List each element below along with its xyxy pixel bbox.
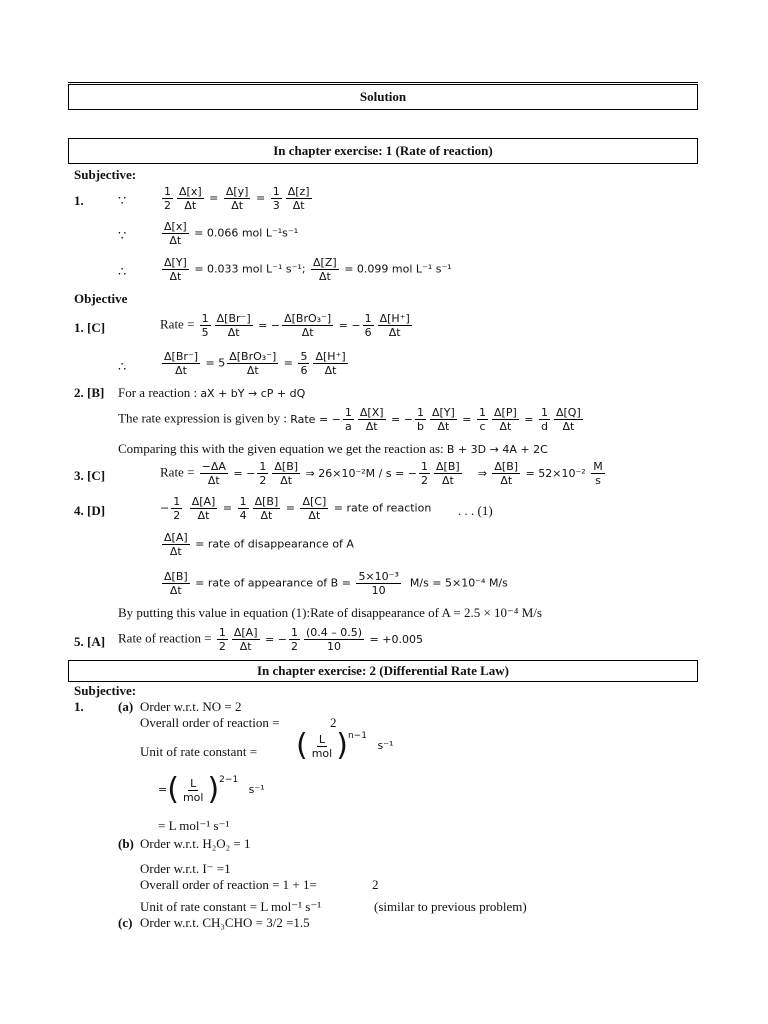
frac-num: 1 <box>479 406 487 419</box>
frac-den: 3 <box>272 199 280 212</box>
subjective-label: Subjective: <box>74 167 137 182</box>
frac-num: Δ[H⁺] <box>315 350 346 363</box>
equation-tag: . . . (1) <box>458 503 493 518</box>
frac-den: Δt <box>388 326 401 339</box>
o3-equation: Rate = $\frac{-\Delta A}{\Delta t}$ = − $\frac{1}{2}$ $\frac{\Delta[B]}{\Delta t}$ ⇒ 26×10⁻²M / s = − $\frac{1}{2}$ $\frac{\Delta[B]}{\Delta t}$ ⇒ $\frac{\Delta[B]}{\Delta t}$ = 52×10⁻² $\frac{M}{s}$ <box>160 460 603 487</box>
o3-number: 3. [C] <box>74 468 106 483</box>
unit-final: = L mol⁻¹ s⁻¹ <box>158 818 230 833</box>
frac-num: 1 <box>272 185 280 198</box>
q1-equation-3 <box>160 256 452 283</box>
rate-label: Rate = <box>160 316 195 332</box>
frac-den: 4 <box>239 509 247 522</box>
frac-den: Δt <box>308 509 321 522</box>
appear-text: = rate of appearance of B = <box>195 576 351 590</box>
section2-title: In chapter exercise: 2 (Differential Rate Law) <box>257 663 509 678</box>
frac-num: Δ[H⁺] <box>379 312 410 325</box>
per-second: s⁻¹ <box>248 783 265 796</box>
frac-num: Δ[x] <box>164 220 187 233</box>
frac-num: Δ[z] <box>287 185 310 198</box>
therefore-symbol: ∴ <box>118 264 127 279</box>
frac-num: Δ[B] <box>274 460 299 473</box>
order-h2o2: Order w.r.t. H₂O₂ = 1 <box>140 836 251 851</box>
frac-num: 5 <box>300 350 308 363</box>
frac-num: Δ[A] <box>164 531 188 544</box>
disappear-text: = rate of disappearance of A <box>195 537 354 551</box>
rate-value-z: = 0.099 mol L⁻¹ s⁻¹ <box>344 262 452 276</box>
frac-num: 1 <box>218 626 226 639</box>
frac-den: Δt <box>441 474 454 487</box>
frac-den: Δt <box>365 420 378 433</box>
frac-num: Δ[P] <box>494 406 517 419</box>
frac-den: Δt <box>301 326 314 339</box>
frac-num: Δ[Br⁻] <box>164 350 198 363</box>
o4-number: 4. [D] <box>74 503 106 518</box>
frac-num: 1 <box>540 406 548 419</box>
frac-num: 1 <box>344 406 352 419</box>
part-c-label: (c) <box>118 915 133 930</box>
frac-den: Δt <box>231 199 244 212</box>
reaction-equation: aX + bY → cP + dQ <box>200 387 306 400</box>
frac-den: 2 <box>290 640 298 653</box>
because-symbol: ∵ <box>118 193 127 208</box>
frac-num: Δ[Z] <box>313 256 337 269</box>
frac-num: 1 <box>364 312 372 325</box>
right-paren: ) <box>336 728 348 763</box>
frac-den: Δt <box>260 509 273 522</box>
frac-den: Δt <box>197 509 210 522</box>
frac-num: M <box>593 460 603 473</box>
frac-den: 6 <box>300 364 308 377</box>
frac-den: Δt <box>227 326 240 339</box>
rate-label: Rate = <box>160 464 195 480</box>
frac-den: a <box>345 420 352 433</box>
unit-expression-1 <box>296 728 394 763</box>
frac-num: L <box>318 732 326 746</box>
frac-num: 1 <box>201 312 209 325</box>
o5-equation: Rate of reaction = $\frac{1}{2}$ $\frac{\Delta[A]}{\Delta t}$ = − $\frac{1}{2}$ $\frac{(0.4 - 0.5)}{10}$ = +0.005 <box>118 626 423 653</box>
frac-num: Δ[Y] <box>164 256 187 269</box>
order-no: Order w.r.t. NO = 2 <box>140 699 242 714</box>
frac-den: 2 <box>164 199 171 212</box>
frac-den: mol <box>182 790 204 804</box>
frac-num: Δ[Q] <box>555 406 581 419</box>
frac-num: Δ[A] <box>233 626 258 639</box>
frac-num: Δ[Y] <box>431 406 455 419</box>
solution-header <box>68 84 698 110</box>
rate-expr-start: Rate = − <box>290 412 341 426</box>
frac-den: Δt <box>239 640 252 653</box>
o3-result: = 52×10⁻² <box>525 466 586 480</box>
frac-num: 1 <box>416 406 424 419</box>
o4-disappearance <box>160 531 354 558</box>
part-b-label: (b) <box>118 836 134 851</box>
frac-num: Δ[y] <box>225 185 249 198</box>
frac-num: 1 <box>164 185 171 198</box>
unit-rate-constant-a <box>140 744 257 760</box>
rate-value-y: = 0.033 mol L⁻¹ s⁻¹; <box>194 262 306 276</box>
o2-text-3: Comparing this with the given equation we get the reaction as: <box>118 441 444 456</box>
left-paren: ( <box>296 728 308 763</box>
overall-order-b-value: 2 <box>372 877 379 892</box>
frac-den: Δt <box>292 199 305 212</box>
frac-num: −ΔA <box>201 460 226 473</box>
top-rule <box>68 82 698 83</box>
frac-den: d <box>540 420 548 433</box>
o2-text: For a reaction : <box>118 385 198 400</box>
rate-value: = 0.066 mol L⁻¹s⁻¹ <box>194 226 299 240</box>
frac-den: 2 <box>173 509 181 522</box>
o1-equation-2: $\frac{\Delta[Br^-]}{\Delta t}$ = 5 Δ[BrO₃⁻] Δt = $\frac{5}{6}$ $\frac{\Delta[H^+]}{\Delta t}$ <box>164 350 346 377</box>
q1-equation-2 <box>160 220 298 247</box>
frac-den: b <box>416 420 424 433</box>
frac-den: Δt <box>246 364 259 377</box>
q1-equation-1: $\frac{1}{2}$ $\frac{\Delta[x]}{\Delta t}$ = $\frac{\Delta[y]}{\Delta t}$ = $\frac{1}{3}$ $\frac{\Delta[z]}{\Delta t}$ <box>164 185 310 212</box>
because-symbol-2: ∵ <box>118 228 127 243</box>
frac-num: 1 <box>239 495 247 508</box>
frac-num: 1 <box>421 460 429 473</box>
o3-mid: ⇒ 26×10⁻²M / s = − <box>305 466 418 480</box>
frac-den: Δt <box>324 364 337 377</box>
similar-note: (similar to previous problem) <box>374 899 527 914</box>
o4-appearance <box>160 570 508 597</box>
frac-den: Δt <box>207 474 220 487</box>
s2-q1-number: 1. <box>74 699 84 714</box>
o1-equation: Rate = $\frac{1}{5}$ $\frac{\Delta[Br^-]}{\Delta t}$ = − Δ[BrO₃⁻] Δt = − $\frac{1}{6}$ $\frac{\Delta[H^+]}{\Delta t}$ <box>160 312 410 339</box>
objective-label: Objective <box>74 291 128 306</box>
frac-den: Δt <box>169 234 182 247</box>
o4-equation: − $\frac{1}{2}$ $\frac{\Delta[A]}{\Delta t}$ = $\frac{1}{4}$ $\frac{\Delta[B]}{\Delta t}$ = $\frac{\Delta[C]}{\Delta t}$ = rate of reaction <box>160 495 432 522</box>
frac-num: 5×10⁻³ <box>358 570 399 583</box>
frac-num: 1 <box>173 495 181 508</box>
frac-num: Δ[BrO₃⁻] <box>229 350 277 363</box>
frac-num: Δ[BrO₃⁻] <box>284 312 332 325</box>
frac-num: Δ[X] <box>359 406 384 419</box>
frac-num: (0.4 – 0.5) <box>305 626 363 639</box>
right-paren: ) <box>207 772 220 807</box>
overall-order-b: Overall order of reaction = 1 + 1= <box>140 877 317 892</box>
frac-den: Δt <box>562 420 575 433</box>
appear-value: M/s = 5×10⁻⁴ M/s <box>409 576 508 590</box>
frac-num: Δ[A] <box>191 495 216 508</box>
o5-text: Rate of reaction = <box>118 630 212 646</box>
frac-num: Δ[C] <box>302 495 327 508</box>
per-second: s⁻¹ <box>377 739 394 752</box>
o5-result: = +0.005 <box>369 632 423 646</box>
implies-arrow: ⇒ <box>477 466 487 480</box>
frac-den: Δt <box>169 545 182 558</box>
o2-number: 2. [B] <box>74 385 105 400</box>
left-paren: ( <box>167 772 179 807</box>
therefore-symbol-2: ∴ <box>118 359 127 374</box>
frac-den: 6 <box>364 326 372 339</box>
page-title: Solution <box>359 89 407 104</box>
o2-text-2: The rate expression is given by : <box>118 410 287 426</box>
frac-den: Δt <box>175 364 187 377</box>
frac-den: Δt <box>500 474 513 487</box>
reaction-equation-2: B + 3D → 4A + 2C <box>446 443 548 456</box>
unit-label: Unit of rate constant = <box>140 744 258 759</box>
o2-line3 <box>118 441 548 457</box>
frac-den: 5 <box>201 326 209 339</box>
frac-den: Δt <box>280 474 293 487</box>
frac-den: 10 <box>326 640 341 653</box>
unit-rate-constant-b: Unit of rate constant = L mol⁻¹ s⁻¹ <box>140 899 322 914</box>
order-ch3cho: Order w.r.t. CH₃CHO = 3/2 =1.5 <box>140 915 310 930</box>
part-a-label: (a) <box>118 699 134 714</box>
frac-den: Δt <box>169 584 182 597</box>
frac-den: Δt <box>437 420 450 433</box>
frac-num: Δ[x] <box>179 185 202 198</box>
section2-header <box>68 660 698 682</box>
q1-number: 1. <box>74 193 84 208</box>
frac-den: c <box>479 420 486 433</box>
rate-text: = rate of reaction <box>333 501 432 515</box>
frac-den: Δt <box>169 270 182 283</box>
o1-number: 1. [C] <box>74 320 106 335</box>
frac-den: s <box>595 474 601 487</box>
frac-num: L <box>190 776 197 790</box>
frac-den: Δt <box>184 199 197 212</box>
o2-line1 <box>118 385 305 401</box>
exponent: n−1 <box>347 731 367 741</box>
subjective-label-2: Subjective: <box>74 683 137 698</box>
frac-num: 1 <box>290 626 298 639</box>
frac-num: Δ[Br⁻] <box>216 312 251 325</box>
order-iodide: Order w.r.t. I⁻ =1 <box>140 861 231 876</box>
frac-num: Δ[B] <box>436 460 460 473</box>
frac-num: Δ[B] <box>494 460 519 473</box>
section1-title: In chapter exercise: 1 (Rate of reaction) <box>273 143 493 158</box>
exponent: 2−1 <box>219 775 239 785</box>
coef: 5 <box>218 356 226 370</box>
frac-den: Δt <box>499 420 512 433</box>
frac-den: 2 <box>259 474 267 487</box>
frac-den: Δt <box>318 270 331 283</box>
frac-den: mol <box>311 746 333 760</box>
frac-num: Δ[B] <box>254 495 279 508</box>
frac-num: 1 <box>259 460 267 473</box>
o2-line2: The rate expression is given by : Rate = − $\frac{1}{a}$ $\frac{\Delta[X]}{\Delta t}$ = − $\frac{1}{b}$ $\frac{\Delta[Y]}{\Delta t}$ = $\frac{1}{c}$ $\frac{\Delta[P]}{\Delta t}$ = $\frac{1}{d}$ $\frac{\Delta[Q]}{\Delta t}$ <box>118 406 581 433</box>
frac-den: 10 <box>371 584 386 597</box>
frac-den: 2 <box>421 474 429 487</box>
overall-order-a-value: 2 <box>330 715 337 730</box>
frac-num: Δ[B] <box>164 570 188 583</box>
section1-header <box>68 138 698 164</box>
unit-expression-2: =( L mol )$^{2-1}$ s⁻¹ <box>158 772 265 807</box>
frac-den: 2 <box>218 640 226 653</box>
overall-order-a: Overall order of reaction = <box>140 715 280 730</box>
o5-number: 5. [A] <box>74 634 106 649</box>
o4-conclusion: By putting this value in equation (1):Rate of disappearance of A = 2.5 × 10⁻⁴ M/s <box>118 605 542 620</box>
